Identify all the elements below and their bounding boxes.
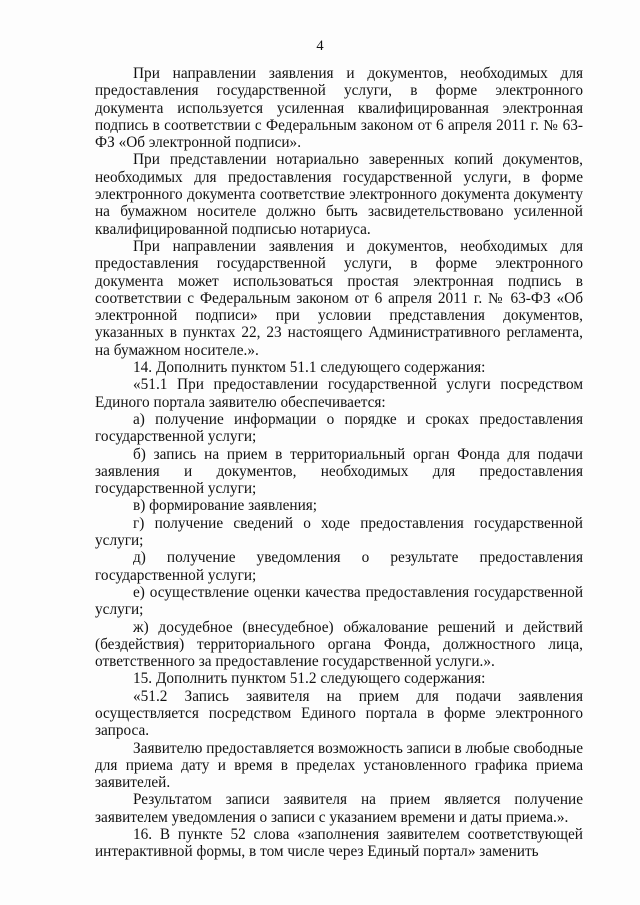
list-item-d: д) получение уведомления о результате предоставления государственной услуги; — [95, 549, 583, 584]
page-number: 4 — [316, 38, 324, 54]
paragraph-clause-51-2: «51.2 Запись заявителя на прием для подачи заявления осуществляется посредством Единого портала в форме электронного запроса. — [95, 687, 583, 740]
list-item-zh: ж) досудебное (внесудебное) обжалование решений и действий (бездействия) территориального органа Фонда, должностного лица, ответственного за предоставление государственной услуги.». — [95, 618, 583, 671]
paragraph-item-16: 16. В пункте 52 слова «заполнения заявителем соответствующей интерактивной формы, в том числе через Единый портал» заменить — [95, 826, 583, 861]
list-item-b: б) запись на прием в территориальный орган Фонда для подачи заявления и документов, необходимых для предоставления государственной услуги; — [95, 445, 583, 498]
list-item-v: в) формирование заявления; — [133, 497, 318, 515]
paragraph-item-15: 15. Дополнить пунктом 51.2 следующего содержания: — [133, 670, 486, 688]
paragraph-appointment-result: Результатом записи заявителя на прием является получение заявителем уведомления о записи с указанием времени и даты приема.». — [95, 791, 583, 826]
paragraph-clause-51-1: «51.1 При предоставлении государственной услуги посредством Единого портала заявителю обеспечивается: — [95, 376, 583, 411]
paragraph-appointment-choice: Заявителю предоставляется возможность записи в любые свободные для приема дату и время в пределах установленного графика приема заявителей. — [95, 739, 583, 792]
paragraph-simple-signature: При направлении заявления и документов, необходимых для предоставления государственной услуги, в форме электронного документа может использоваться простая электронная подпись в соответствии с Федеральным законом от 6 апреля 2011 г. № 63-ФЗ «Об электронной подписи» при условии представления документов, указанных в пунктах 22, 23 настоящего Административного регламента, на бумажном носителе.». — [95, 237, 583, 359]
list-item-a: а) получение информации о порядке и сроках предоставления государственной услуги; — [95, 410, 583, 446]
paragraph-item-14: 14. Дополнить пунктом 51.1 следующего содержания: — [133, 359, 486, 377]
list-item-e: е) осуществление оценки качества предоставления государственной услуги; — [95, 583, 583, 619]
list-item-g: г) получение сведений о ходе предоставления государственной услуги; — [95, 514, 583, 550]
paragraph-electronic-signature: При направлении заявления и документов, необходимых для предоставления государственной услуги, в форме электронного документа используется усиленная квалифицированная электронная подпись в соответствии с Федеральным законом от 6 апреля 2011 г. № 63-ФЗ «Об электронной подписи». — [95, 65, 583, 152]
document-body — [95, 65, 583, 861]
paragraph-notary-copies: При представлении нотариально заверенных копий документов, необходимых для предоставления государственной услуги, в форме электронного документа соответствие электронного документа документу на бумажном носителе должно быть засвидетельствовано усиленной квалифицированной подписью нотариуса. — [95, 151, 583, 238]
